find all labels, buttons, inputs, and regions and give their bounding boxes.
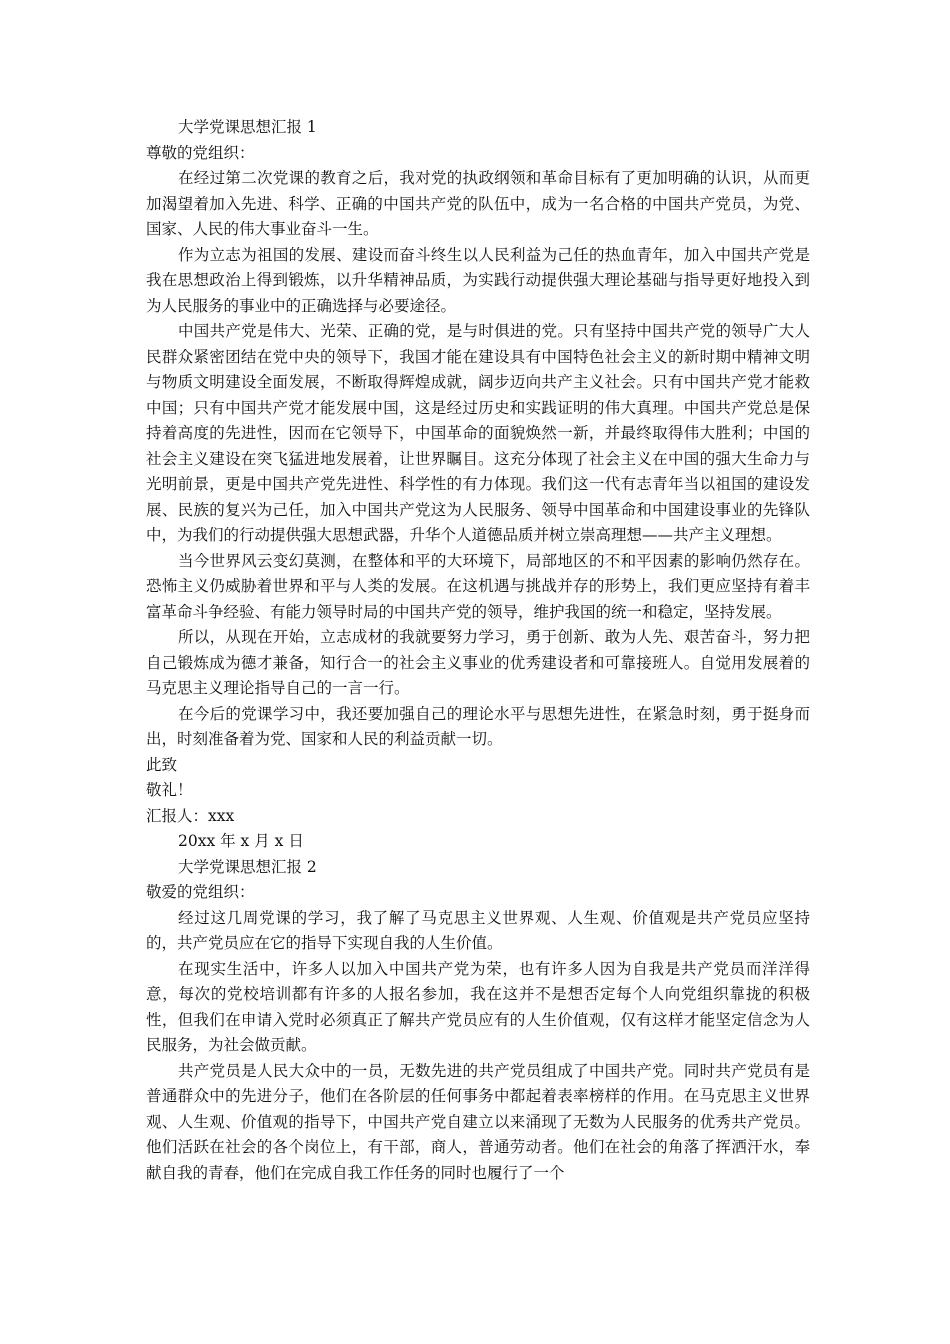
report-2-paragraph: 共产党员是人民大众中的一员，无数先进的共产党员组成了中国共产党。同时共产党员有是普通群众中的先进分子，他们在各阶层的任何事务中都起着表率榜样的作用。在马克思主义世界观、人生观、价值观的指导下，中国共产党自建立以来涌现了无数为人民服务的优秀共产党员。他们活跃在社会的各个岗位上，有干部，商人，普通劳动者。他们在社会的角落了挥洒汗水，奉献自我的青春，他们在完成自我工作任务的同时也履行了一个: [146, 1061, 810, 1182]
report-2-title: 大学党课思想汇报 2: [178, 857, 317, 876]
report-1-paragraph: 当今世界风云变幻莫测，在整体和平的大环境下，局部地区的不和平因素的影响仍然存在。恐怖主义仍威胁着世界和平与人类的发展。在这机遇与挑战并存的形势上，我们更应坚持有着丰富革命斗争经验、有能力领导时局的中国共产党的领导，维护我国的统一和稳定，坚持发展。: [146, 551, 810, 621]
report-1-closing: 此致: [146, 755, 178, 774]
report-1-paragraph: 在今后的党课学习中，我还要加强自己的理论水平与思想先进性，在紧急时刻，勇于挺身而出，时刻准备着为党、国家和人民的利益贡献一切。: [146, 704, 810, 748]
report-1-date: 20xx 年 x 月 x 日: [178, 832, 304, 850]
report-2-paragraph: 在现实生活中，许多人以加入中国共产党为荣，也有许多人因为自我是共产党员而洋洋得意，每次的党校培训都有许多的人报名参加，我在这并不是想否定每个人向党组织靠拢的积极性，但我们在申请入党时必须真正了解共产党员应有的人生价值观，仅有这样才能坚定信念为人民服务，为社会做贡献。: [146, 959, 810, 1054]
report-1-salutation: 尊敬的党组织：: [146, 143, 255, 162]
report-1-reporter: 汇报人：xxx: [146, 806, 235, 825]
report-1-title: 大学党课思想汇报 1: [178, 118, 317, 136]
report-1-paragraph: 作为立志为祖国的发展、建设而奋斗终生以人民利益为己任的热血青年，加入中国共产党是我在思想政治上得到锻炼，以升华精神品质，为实践行动提供强大理论基础与指导更好地投入到为人民服务的事业中的正确选择与必要途径。: [146, 245, 810, 315]
report-1-paragraph: 在经过第二次党课的教育之后，我对党的执政纲领和革命目标有了更加明确的认识，从而更加渴望着加入先进、科学、正确的中国共产党的队伍中，成为一名合格的中国共产党员，为党、国家、人民的伟大事业奋斗一生。: [146, 169, 810, 238]
report-1-paragraph: 中国共产党是伟大、光荣、正确的党，是与时俱进的党。只有坚持中国共产党的领导广大人民群众紧密团结在党中央的领导下，我国才能在建设具有中国特色社会主义的新时期中精神文明与物质文明建设全面发展，不断取得辉煌成就，阔步迈向共产主义社会。只有中国共产党才能救中国；只有中国共产党才能发展中国，这是经过历史和实践证明的伟大真理。中国共产党总是保持着高度的先进性，因而在它领导下，中国革命的面貌焕然一新，并最终取得伟大胜利；中国的社会主义建设在突飞猛进地发展着，让世界瞩目。这充分体现了社会主义在中国的强大生命力与光明前景，更是中国共产党先进性、科学性的有力体现。我们这一代有志青年当以祖国的建设发展、民族的复兴为己任，加入中国共产党这为人民服务、领导中国革命和中国建设事业的先锋队中，为我们的行动提供强大思想武器，升华个人道德品质并树立崇高理想——共产主义理想。: [146, 322, 810, 544]
report-2-salutation: 敬爱的党组织：: [146, 883, 255, 901]
report-1-paragraph: 所以，从现在开始，立志成材的我就要努力学习，勇于创新、敢为人先、艰苦奋斗，努力把自己锻炼成为德才兼备，知行合一的社会主义事业的优秀建设者和可靠接班人。自觉用发展着的马克思主义理论指导自己的一言一行。: [146, 628, 810, 697]
document-page: [146, 115, 810, 1186]
report-1-regards: 敬礼！: [146, 781, 193, 799]
report-2-paragraph: 经过这几周党课的学习，我了解了马克思主义世界观、人生观、价值观是共产党员应坚持的，共产党员应在它的指导下实现自我的人生价值。: [146, 908, 810, 952]
